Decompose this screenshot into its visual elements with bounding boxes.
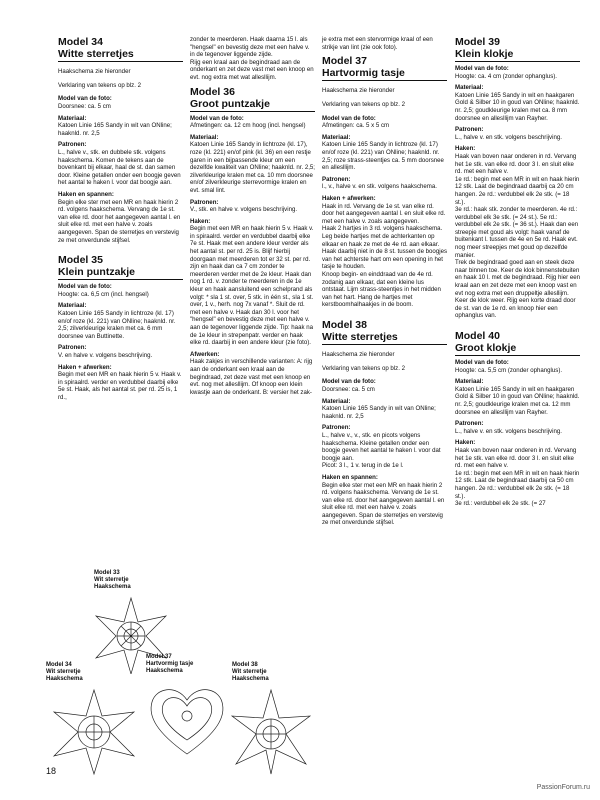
pattern-section	[322, 195, 447, 309]
diagram-title: Wit sterretje	[232, 669, 267, 675]
section-body: V. en halve v. volgens beschrijving.	[58, 351, 153, 359]
section-heading: Materiaal:	[58, 114, 87, 122]
section-body: Begin met een MR en haak hierin 5 v. Haak v. in spiraalrd. verder en verdubbel daarbij elke 5e st. Haak, als het aantal st. per rd. 25 is, 1 rd.,	[58, 371, 182, 401]
section-body: Afmetingen: ca. 5 x 5 cm	[322, 122, 390, 130]
text-line: Haak 2 hartjes in 3 rd. volgens haakschema. Leg beide hartjes met de achterkanten op elkaar en haak ze met de 4e rd. aan elkaar. Haak daarbij niet in de 8 st. tussen de boogjes van het achterste hart om een opening in het tasje te houden.	[322, 225, 448, 271]
section-body: Haak zakjes in verschillende varianten: A: rijg aan de onderkant een kraal aan de begindraad, zet deze vast met een knoop en evt. nog met allesllijm. Of knoop een klein kwastje aan de onderkant. B: versier het zak-	[190, 358, 313, 396]
pattern-section	[322, 378, 447, 393]
chart-reference	[322, 351, 447, 372]
crochet-diagrams	[46, 568, 316, 778]
model-number: Model 35	[58, 254, 103, 267]
section-body: l., v., halve v. en stk. volgens haakschema.	[322, 183, 437, 191]
pattern-section	[190, 218, 315, 347]
section-body: L., halve v., stk. en dubbele stk. volgens haakschema. Komen de tekens aan de bovenkant bij elkaar, haal de st. dan samen door. Kleine getallen onder een boogje geven het aantal te haken l. voor dat boogje aan.	[58, 149, 181, 187]
section-body	[455, 153, 580, 320]
pattern-section	[455, 145, 580, 320]
diagram-label-model-37	[146, 654, 193, 675]
pattern-section	[455, 126, 580, 141]
text-line: L., halve v., v., stk. en picots volgens haakschema. Kleine getallen onder een boogje geven het aantal te haken l. voor dat boogje aan.	[322, 431, 441, 462]
model-number: Model 34	[58, 36, 103, 48]
section-heading: Model van de foto:	[58, 95, 112, 103]
text-line: Haak van boven naar onderen in rd. Vervang het 1e stk. van elke rd. door 3 l. en sluit elke rd. met een halve v.	[455, 152, 577, 176]
section-heading: Model van de foto:	[322, 114, 376, 122]
section-heading: Materiaal:	[322, 133, 351, 141]
pattern-section	[455, 420, 580, 435]
section-heading: Materiaal:	[322, 397, 351, 405]
pattern-section	[322, 115, 447, 130]
pattern-section	[455, 439, 580, 507]
section-body: Afmetingen: ca. 12 cm hoog (incl. hengsel)	[190, 122, 306, 130]
diagram-title: Wit sterretje	[94, 577, 129, 583]
page-number: 18	[46, 766, 57, 776]
pattern-section	[58, 115, 183, 138]
pattern-article	[58, 254, 183, 401]
section-body	[455, 447, 580, 508]
section-heading: Haken + afwerken:	[58, 363, 112, 371]
text-line: Verklaring van tekens op blz. 2	[322, 364, 405, 372]
pattern-section	[190, 134, 315, 195]
model-name: Witte sterretjes	[322, 331, 447, 345]
pattern-section	[322, 176, 447, 191]
pattern-section	[58, 191, 183, 244]
text-line: Haak van boven naar onderen in rd. Vervang het 1e stk. van elke rd. door 3 l. en sluit elke rd. met een halve v.	[455, 446, 577, 470]
section-heading: Haken:	[455, 145, 476, 153]
pattern-section	[190, 199, 315, 214]
text-line: Verklaring van tekens op blz. 2	[322, 100, 405, 108]
section-body: Hoogte: ca. 6,5 cm (incl. hengsel)	[58, 290, 149, 298]
pattern-section	[58, 95, 183, 110]
text-line: 1e rd.: begin met een MR in wit en haak hierin 12 stk. Laat de begindraad daarbij ca 50 cm hangen. 2e rd.: verdubbel elk 2e stk. (= 18 st.).	[455, 469, 580, 500]
text-line: Haakschema zie hieronder	[322, 87, 395, 95]
diagram-model: Model 34	[46, 662, 72, 668]
section-body: Doorsnee: ca. 5 cm	[322, 385, 375, 393]
continued-text: je extra met een stervormige kraal of een strikje van lint (zie ook foto).	[322, 36, 433, 51]
model-number: Model 40	[455, 330, 500, 342]
text-line: Verklaring van tekens op blz. 2	[58, 81, 141, 89]
text-line: 3e rd.: verdubbel elk 2e stk. (= 27	[455, 500, 546, 508]
pattern-section	[322, 424, 447, 470]
text-line: Knoop begin- en einddraad van de 4e rd. zodanig aan elkaar, dat een kleine lus ontstaat. Lijm strass-steentjes in het midden van het hart. Hang de hartjes met kerstboomhalhaakjes in de boom.	[322, 270, 441, 309]
section-heading: Afwerken:	[190, 350, 220, 358]
diagram-subtitle: Haakschema	[146, 668, 183, 674]
text-line: zonder te meerderen. Haak daarna 15 l. als "hengsel" en bevestig deze met een halve v. in de tegenover liggende zijde.	[190, 36, 310, 59]
pattern-article	[322, 55, 447, 309]
section-heading: Materiaal:	[455, 84, 484, 92]
section-body: Katoen Linie 165 Sandy in lichtroze (kl. 17), roze (kl. 221) en/of pink (kl. 36) en een restje garen in een bijpassende kleur om een dezelfde kwaliteit van ONline; haaknld. nr. 2,5; zilverkleurige kralen met ca. 10 mm doorsnee en/of zilverkleurige sterrevormige kralen en evt. smal lint.	[190, 141, 315, 194]
pattern-section	[58, 302, 183, 340]
text-line: 1e rd.: begin met een MR in wit en haak hierin 12 stk. Laat de begindraad daarbij ca 20 cm hangen. 2e rd.: verdubbel elk 2e stk. (= 18 st.).	[455, 175, 580, 206]
section-heading: Materiaal:	[190, 133, 219, 141]
text-line: Trek de begindraad goed aan en steek deze naar binnen toe. Keer de klok binnenstebuiten en haak 10 l. met de begindraad. Rijg hier een kraal aan en zet deze met een knoop vast en evt nog extra met een druppeltje allesllijm. Keer de klok weer. Rijg een korte draad door de st. van de 1e rd. en knoop hier een ophanglus van.	[455, 259, 581, 320]
section-body: L., halve v. en stk. volgens beschrijving.	[455, 427, 562, 435]
model-number: Model 37	[322, 55, 367, 68]
text-line: 3e rd.: haak stk. zonder te meerderen. 4e rd.: verdubbel elk 3e stk. (= 24 st.). 5e rd.: verdubbel elk 2e stk. (= 36 st.). Haak dan een streepje met goud als volgt: haak vanaf de buitenkant l. tussen de 4e en 5e rd. Haak evt. nog meer streepjes met goud op dezelfde manier.	[455, 206, 579, 259]
model-name: Groot puntzakje	[190, 98, 315, 112]
pattern-section	[58, 141, 183, 187]
pattern-section	[455, 65, 580, 80]
section-body: Katoen Linie 165 Sandy in wit en haakgaren Gold & Silber 10 in goud van ONline; haaknld. nr. 2,5; goudkleurige kralen met ca. 12 mm doorsnee en allesllijm van Rayher.	[455, 385, 580, 416]
section-body: Begin elke ster met een MR en haak hierin 2 rd. volgens haakschema. Vervang de 1e st. van elke rd. door het aangegeven aantal l. en sluit elke rd. met een halve v. zoals aangegeven. Span de sterretjes en verstevig ze met onverdunde stijfsel.	[58, 198, 181, 244]
model-number: Model 38	[322, 318, 367, 331]
section-body: Begin met een MR en haak hierin 5 v. Haak v. in spiraalrd. verder en verdubbel daarbij elke 7e st. Haak met een andere kleur verder als het aantal st. per rd. 25 is. Blijf hierbij doorgaan met meerderen tot er 32 st. per rd. zijn en haak dan ca 7 cm zonder te meerderen verder met de 2e kleur. Haak dan nog 1 rd. v. zonder te meerderen in de 1e kleur en haak aansluitend een schelprand als volgt: * sla 1 st. over, 5 stk. in één st., sla 1 st. over, 1 v., herh. nog 7x vanaf *. Sluit de rd. met een halve v. Haak dan 30 l. voor het "hengsel" en bevestig deze met een halve v. aan de tegenover liggende zijde. Tip: haak na de 1e kleur in strepenpatr. verder en haak elke rd. daarbij in een andere kleur (zie foto).	[190, 225, 314, 347]
diagram-model: Model 38	[232, 662, 258, 668]
diagram-title: Hartvormig tasje	[146, 661, 194, 667]
section-heading: Patronen:	[322, 424, 351, 432]
section-heading: Model van de foto:	[58, 283, 112, 291]
diagram-label-model-38	[232, 662, 269, 683]
model-name: Hartvormig tasje	[322, 67, 447, 81]
section-heading: Haken en spannen:	[58, 191, 114, 198]
diagram-model: Model 37	[146, 654, 172, 660]
section-heading: Patronen:	[455, 420, 484, 428]
model-name: Witte sterretjes	[58, 48, 183, 62]
diagram-subtitle: Haakschema	[94, 584, 131, 590]
text-line: Picot: 3 l., 1 v. terug in de 1e l.	[322, 462, 404, 470]
pattern-section	[58, 364, 183, 402]
column-1	[58, 36, 183, 411]
pattern-article	[190, 86, 315, 397]
model-name: Groot klokje	[455, 342, 580, 356]
column-2	[190, 36, 315, 406]
section-heading: Materiaal:	[58, 302, 87, 310]
section-body: Hoogte: ca. 5,5 cm (zonder ophanglus).	[455, 366, 563, 374]
section-body: Hoogte: ca. 4 cm (zonder ophanglus).	[455, 72, 557, 80]
section-body: Begin elke ster met een MR en haak hierin 2 rd. volgens haakschema. Vervang de 1e st. van elke rd. door het aangegeven aantal l. en sluit elke rd. met een halve v. zoals aangegeven. Span de sterretjes en verstevig ze met onverdunde stijfsel.	[322, 481, 445, 527]
section-body: Katoen Linie 165 Sandy in wit van ONline; haaknld. nr. 2,5	[58, 122, 172, 137]
model-name: Klein klokje	[455, 48, 580, 62]
section-body	[322, 432, 447, 470]
section-heading: Patronen:	[190, 198, 219, 206]
pattern-section	[322, 398, 447, 421]
section-heading: Patronen:	[58, 344, 87, 352]
pattern-section	[322, 474, 447, 527]
section-heading: Patronen:	[455, 126, 484, 134]
diagram-model: Model 33	[94, 570, 120, 576]
model-number: Model 39	[455, 36, 500, 48]
pattern-section	[190, 351, 315, 397]
pattern-section	[455, 84, 580, 122]
section-body: Katoen Linie 165 Sandy in lichtroze (kl. 17) en/of roze (kl. 221) van ONline; haaknld. nr. 2,5; roze strass-steentjes ca. 5 mm doorsnee en allesllijm.	[322, 141, 444, 172]
pattern-section	[58, 344, 183, 359]
pattern-section	[58, 283, 183, 298]
column-4	[455, 36, 580, 518]
section-heading: Patronen:	[58, 141, 87, 149]
star-chart-38	[226, 686, 316, 776]
section-heading: Model van de foto:	[322, 378, 376, 386]
continued-text	[190, 36, 315, 82]
section-body: Doorsnee: ca. 5 cm	[58, 103, 111, 111]
section-heading: Model van de foto:	[455, 65, 509, 72]
diagram-label-model-34	[46, 662, 83, 683]
text-line: Haak in rd. Vervang de 1e st. van elke rd. door het aangegeven aantal l. en sluit elke rd. met een halve v. zoals aangegeven.	[322, 202, 446, 225]
pattern-article	[455, 36, 580, 320]
section-body: Katoen Linie 165 Sandy in wit en haakgaren Gold & Silber 10 in goud van ONline; haaknld. nr. 2,5; goudkleurige kralen met ca. 8 mm doorsnee en allesllijm van Rayher.	[455, 91, 580, 122]
pattern-article	[322, 319, 447, 527]
section-heading: Haken:	[455, 439, 476, 447]
chart-reference	[58, 68, 183, 89]
section-body: L., halve v. en stk. volgens beschrijving.	[455, 133, 562, 141]
chart-reference	[322, 87, 447, 108]
model-number: Model 36	[190, 85, 235, 98]
diagram-subtitle: Haakschema	[232, 676, 269, 682]
column-3	[322, 36, 447, 537]
section-heading: Haken en spannen:	[322, 473, 378, 481]
pattern-section	[322, 134, 447, 172]
text-line: Haakschema zie hieronder	[322, 351, 395, 358]
heart-chart-37	[146, 680, 228, 760]
watermark: PassionForum.ru	[536, 784, 590, 791]
diagram-label-model-33	[94, 570, 131, 591]
pattern-section	[190, 115, 315, 130]
text-line: Rijg een kraal aan de begindraad aan de onderkant en zet deze vast met een knoop en evt. nog extra met wat allesllijm.	[190, 58, 314, 81]
section-body: Katoen Linie 165 Sandy in lichtroze (kl. 17) en/of roze (kl. 221) van ONline; haaknld. nr. 2,5; zilverkleurige kralen met ca. 6 mm doorsnee van Buttinette.	[58, 309, 176, 340]
section-heading: Haken + afwerken:	[322, 195, 376, 202]
section-body: Katoen Linie 165 Sandy in wit van ONline; haaknld. nr. 2,5	[322, 405, 436, 420]
diagram-subtitle: Haakschema	[46, 676, 83, 682]
section-body	[322, 203, 447, 309]
section-heading: Patronen:	[322, 175, 351, 183]
model-name: Klein puntzakje	[58, 266, 183, 280]
section-heading: Haken:	[190, 217, 211, 225]
pattern-section	[455, 359, 580, 374]
section-heading: Model van de foto:	[190, 114, 244, 122]
star-chart-34	[48, 686, 140, 776]
text-line: Haakschema zie hieronder	[58, 68, 131, 76]
diagram-title: Wit sterretje	[46, 669, 81, 675]
pattern-article	[58, 36, 183, 244]
pattern-article	[455, 330, 580, 508]
section-heading: Materiaal:	[455, 378, 484, 386]
section-heading: Model van de foto:	[455, 359, 509, 366]
section-body: V., stk. en halve v. volgens beschrijving.	[190, 206, 298, 214]
pattern-section	[455, 378, 580, 416]
